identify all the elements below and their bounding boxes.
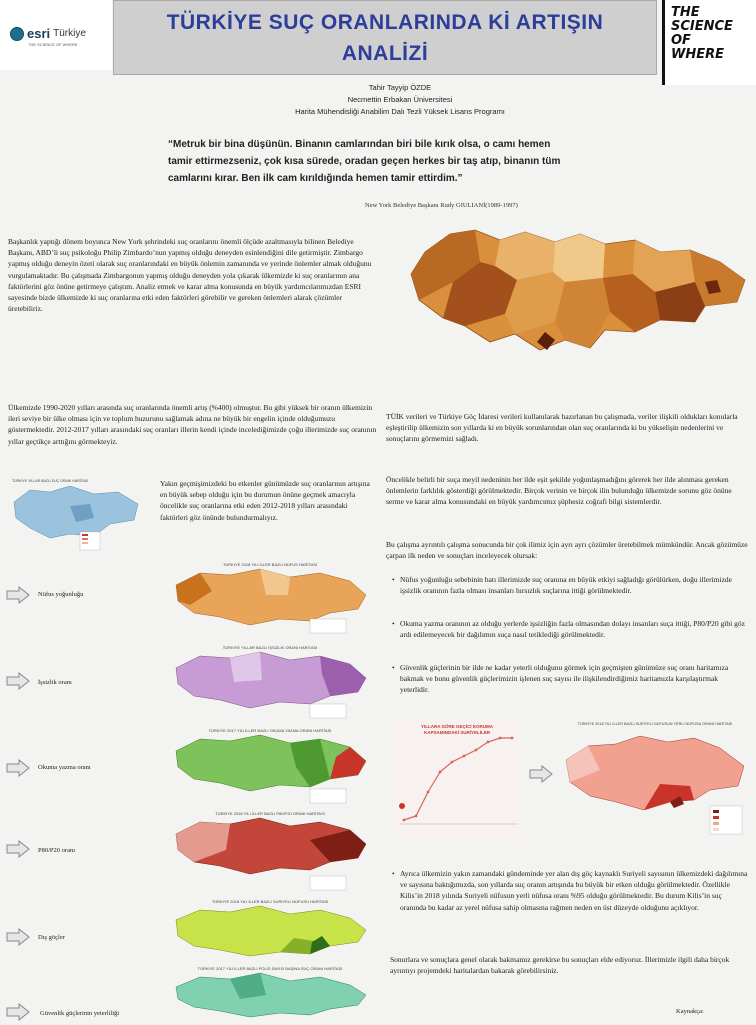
crime-rate-map [405, 222, 750, 362]
chart-title-line-2: KAPSAMINDAKİ SURİYELİLER [423, 730, 491, 735]
sow-word-2: SCIENCE [671, 19, 733, 34]
map-title: TÜRKİYE YILLAR BAZLI İŞSİZLİK ORANI HARİTASI [222, 645, 318, 650]
esri-tagline: THE SCIENCE OF WHERE [28, 42, 78, 47]
references-heading: Kaynakça: [676, 1008, 704, 1015]
finding-bullet: • Güvenlik güçlerinin bir ilde ne kadar yeterli olduğunu görmek için geçmişten günümüze suç oranı haritamıza bakmak ve bunu güvenlik güçlerimizin işlenen suç sayısı ile ilişkilendirdiğimiz haritamızla karşılaştırmak yeterlidir. [400, 662, 748, 696]
map-title: TÜRKİYE 2018 YILI İLLER BAZLI P80/P20 ORANI HARİTASI [215, 811, 325, 816]
right-paragraph-1: TÜİK verileri ve Türkiye Göç İdaresi verileri kullanılarak hazırlanan bu çalışmada, veriler ilişkili oldukları konularla eşleştirilip ülkemizin son yıllarda ki en büyük sorunlarından olan suç oranlarında ki bu yükselişin nedenlerini ve sonuçlarını görmemizi sağladı. [386, 412, 738, 444]
factor-label: Okuma yazma oranı [38, 764, 91, 771]
arrow-right-icon [6, 672, 30, 690]
esri-country: Türkiye [53, 28, 86, 39]
page-title [167, 7, 604, 69]
esri-logo [10, 26, 86, 41]
syrian-refugee-line-chart [392, 720, 522, 840]
right-paragraph-3: Bu çalışma ayrıntılı çalışma sonucunda bir çok ilimiz için ayrı ayrı çözümler üretebilmek mümkündür. Ancak gözümüze çarpan ilk neden ve sonuçları inceleyecek olursak: [386, 540, 748, 561]
flag-icon [399, 803, 405, 809]
arrow-right-icon [6, 928, 30, 946]
literacy-map [170, 727, 370, 805]
author-name: Tahir Tayyip ÖZDE [368, 83, 432, 92]
map-title: TÜRKİYE 2017 YILI İLLER BAZLI OKUMA YAZMA ORANI HARİTASI [208, 728, 332, 733]
author-program: Harita Mühendisliği Anabilim Dalı Tezli Yüksek Lisans Programı [295, 107, 505, 116]
map-title: TÜRKİYE 2018 YILI İLLER BAZLI SURİYELİ NÜFUSUN YERLİ NÜFUSA ORANI HARİTASI [577, 722, 733, 726]
arrow-right-icon [528, 765, 554, 783]
map-title: TÜRKİYE 2017 YILI İLLER BAZLI POLİS SAYISI BAŞINA SUÇ ORANI HARİTASI [197, 966, 343, 971]
left-paragraph-2: Yakın geçmişimizdeki bu etkenler günümüzde suç oranlarının artışına en büyük sebep olduğu için bu durumun önüne geçmek amacıyla öncelikle suç oranlarına etki eden 2012-2018 yılları arasındaki faktörleri göz önünde bulundurmalıyız. [160, 479, 370, 522]
factor-label: İşsizlik oranı [38, 679, 72, 686]
right-paragraph-2: Öncelikle belirli bir suça meyil nedeninin her ilde eşit şekilde yoğunlaşmadığını görerek her ilde alınması gereken önlemlerin farklılık gösterdiği görülmektedir. Birçok verinin ve birçok ilin bulunduğu ülkemizde sorunu göz önüne serme ve karar alma konusundaki en büyük yardımcımız şüphesiz coğrafi bilgi sistemlerdir. [386, 475, 732, 507]
author-block [200, 82, 600, 118]
intro-paragraph: Başkanlık yaptığı dönem boyunca New York şehrindeki suç oranlarını önemli ölçüde azaltmasıyla bilinen Belediye Başkanı, ABD’li suç psikoloğu Philip Zimbardo’nun yapmış olduğu deneyden esinlendiğini dile getirmiştir. Zimbargo yapmış olduğu deneyin özeti olarak suç oranlarındaki en büyük önlemin zamanında ve yerinde önlemler almak olduğunu vurgulamaktadır. Bu çalışmada Zimbargonun yapmış olduğu deneyden yola çıkarak ülkemizde ki suç oranlarının ana faktörlerini göz önüne getirmeye çalıştım. Analiz etmek ve karar alma konusunda en büyük yardımcılarımızdan ESRI sayesinde bizde ülkemizde ki suç oranlarına etki eden faktörleri görebilir ve gereken önlemleri alarak çözümler üretebiliriz. [8, 237, 372, 314]
factor-label: Dış göçler [38, 934, 65, 941]
factor-label: Nüfus yoğunluğu [38, 591, 84, 598]
security-forces-map [170, 965, 370, 1023]
sow-word-3: OF [671, 33, 691, 48]
esri-logo-panel [0, 0, 112, 70]
esri-brand: esri [27, 26, 51, 41]
sow-word-1: THE [671, 5, 700, 20]
p80p20-map [170, 810, 370, 894]
globe-icon [10, 27, 24, 41]
map-title: TÜRKİYE 2018 YILI İLLER BAZLI NÜFUS HARİTASI [222, 562, 318, 567]
unemployment-map [170, 644, 370, 720]
arrow-right-icon [6, 1003, 30, 1021]
finding-bullet: • Nüfus yoğunluğu sebebinin batı illerimizde suç oranına en büyük etkiyi sağladığı görülürken, doğu illerimizde işsizlik oranının fazla olması insanları hırsızlık suçlarına ittiği görülmektedir. [400, 574, 748, 596]
left-paragraph-1: Ülkemizde 1990-2020 yılları arasında suç oranlarında önemli artış (%400) olmuştur. Bu gibi yüksek bir oranın ülkemizin ileri seviye bir ülke olması için ve toplum huzurunu sağlamak adına ne büyük bir engelin içinde olduğumuzu göstermektedir. 2012-2017 yılları arasındaki suç oranları illerin kendi içinde incelediğimizde çoğu illerimizde suç oranının yıllar geçtikçe arttığını görmekteyiz. [8, 403, 377, 446]
title-box [113, 0, 657, 75]
author-university: Necmettin Erbakan Üniversitesi [347, 95, 453, 104]
finding-bullet: • Okuma yazma oranının az olduğu yerlerde işsizliğin fazla olmasından dolayı insanları suça ittiği, P80/P20 gibi göz ardı edilemeyecek bir dağılımın suça nasıl tetiklediği görülmektedir. [400, 618, 748, 640]
science-of-where-logo [662, 0, 756, 85]
arrow-right-icon [6, 586, 30, 604]
title-line-2: ANALİZİ [341, 41, 429, 65]
quote-text: “Metruk bir bina düşünün. Binanın camlarından biri bile kırık olsa, o camı hemen tamir ettirmezseniz, çok kısa sürede, oradan geçen herkes bir taş atıp, binanın tüm camlarını kırar. Ben ilk cam kırıldığında hemen tamir ettirdim.” [168, 139, 561, 184]
chart-title-line-1: YILLARA GÖRE GEÇİCİ KORUMA [420, 724, 494, 729]
factor-label: Güvenlik güçlerinin yeterliliği [40, 1010, 120, 1017]
factor-label: P80/P20 oranı [38, 847, 76, 854]
arrow-right-icon [6, 840, 30, 858]
thumb-caption: TÜRKİYE YILLAR BAZLI SUÇ ORANI HARİTASI [12, 479, 89, 483]
population-map [170, 561, 370, 635]
finding-bullet: • Ayrıca ülkemizin yakın zamandaki gündeminde yer alan dış göç kaynaklı Suriyeli sayısının ülkemizdeki dağılımına ve sayısına baktığımızda, son yıllarda suç oranın artışında bu büyük bir etken olduğu görülmektedir. Özellikle Kilis’in 2018 yılında Suriyeli nüfusun yerli nüfusa oranı %95 olduğu görülmektedir. Bu durum Kilis’in suç oranında bu kadar az yerel nüfusa sahip olmasına rağmen neden en üst düzeyde olduğunu açıklıyor. [400, 868, 748, 913]
map-title: TÜRKİYE 2018 YILI İLLER BAZLI SURİYELİ NÜFUSU HARİTASI [211, 899, 329, 904]
crime-thumbnail-map [10, 476, 142, 556]
closing-paragraph: Sonurlara ve sonuçlara genel olarak bakmamız gerekirse bu sonuçları elde ediyoruz. İllerimizle ilgili daha birçok ayrıntıyı projemdeki haritalardan bakarak görebilirsiniz. [390, 955, 730, 976]
syrian-ratio-map [560, 720, 750, 840]
syrian-population-map [170, 898, 370, 964]
quote-source: New York Belediye Başkanı Rudy GIULIANİ(1989-1997) [365, 202, 518, 209]
sow-word-4: WHERE [671, 47, 724, 62]
arrow-right-icon [6, 759, 30, 777]
title-line-1: TÜRKİYE SUÇ ORANLARINDA Kİ ARTIŞIN [166, 10, 604, 34]
